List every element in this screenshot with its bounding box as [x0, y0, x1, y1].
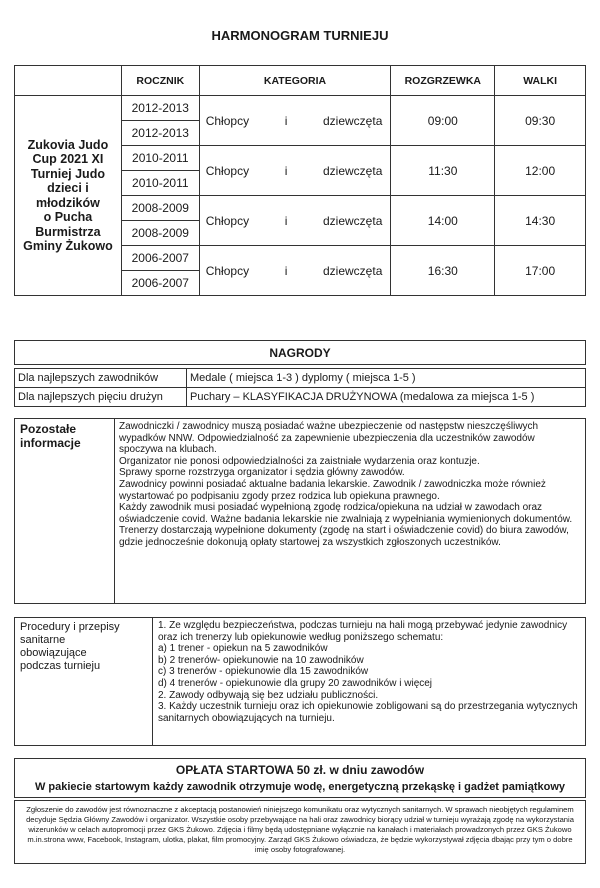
schedule-header-row: [15, 66, 586, 96]
page-title: HARMONOGRAM TURNIEJU: [211, 28, 389, 43]
prize-value: Puchary – KLASYFIKACJA DRUŻYNOWA (medalowa za miejsca 1-5 ): [187, 388, 586, 407]
warmup-cell: 09:00: [391, 96, 495, 146]
info-text: [119, 421, 581, 549]
prizes-heading: NAGRODY: [14, 340, 586, 365]
fights-cell: 09:30: [495, 96, 586, 146]
prizes-table: [14, 368, 586, 407]
event-name: Zukovia Judo Cup 2021 XI Turniej Judo dzieci i młodzików o Pucha Burmistrza Gminy Żukowo: [15, 96, 122, 296]
prize-label: Dla najlepszych zawodników: [15, 369, 187, 388]
procedure-line: b) 2 trenerów- opiekunowie na 10 zawodników: [158, 654, 364, 666]
header-warmup: ROZGRZEWKA: [391, 66, 495, 96]
procedures-section: [14, 617, 586, 746]
year-cell: 2012-2013: [121, 96, 199, 121]
year-cell: 2010-2011: [121, 171, 199, 196]
divider: [152, 618, 153, 745]
schedule-table: [14, 65, 586, 296]
header-category: KATEGORIA: [199, 66, 391, 96]
info-paragraph: Sprawy sporne rozstrzyga organizator i sędzia główny zawodów.: [119, 467, 405, 479]
table-row: [15, 369, 586, 388]
procedures-text: [158, 620, 578, 724]
fee-title: OPŁATA STARTOWA 50 zł. w dniu zawodów: [175, 763, 425, 777]
divider: [114, 419, 115, 603]
fights-cell: 17:00: [495, 246, 586, 296]
info-paragraph: Każdy zawodnik musi posiadać wypełnioną zgodę rodzica/opiekuna na udział w zawodach oraz oświadczenie covid. Ważne badania lekarskie nie zwalniają z wypełniania wymienionych dokumentów.: [119, 502, 573, 525]
procedure-line: 2. Zawody odbywają się bez udziału publiczności.: [158, 689, 379, 701]
year-cell: 2010-2011: [121, 146, 199, 171]
info-label: Pozostałe informacje: [20, 422, 81, 450]
year-cell: 2008-2009: [121, 196, 199, 221]
procedure-line: 3. Każdy uczestnik turnieju oraz ich opiekunowie zobligowani są do przestrzegania wytycznych sanitarnych obowiązujących na turnieju.: [158, 701, 578, 724]
table-row: [15, 388, 586, 407]
category-cell: Chłopcy i dziewczęta: [199, 196, 391, 246]
warmup-cell: 14:00: [391, 196, 495, 246]
header-year: ROCZNIK: [121, 66, 199, 96]
procedure-line: 1. Ze względu bezpieczeństwa, podczas turnieju na hali mogą przebywać jedynie zawodnicy oraz ich trenerzy lub opiekunowie według poniższego schematu:: [158, 620, 568, 643]
info-paragraph: Zawodnicy powinni posiadać aktualne badania lekarskie. Zawodnik / zawodniczka może również wystartować po podpisaniu zgody przez rodzica lub opiekuna prawnego.: [119, 478, 546, 502]
year-cell: 2006-2007: [121, 246, 199, 271]
procedure-line: d) 4 trenerów - opiekunowie dla grupy 20 zawodników i więcej: [158, 677, 433, 689]
category-cell: Chłopcy i dziewczęta: [199, 246, 391, 296]
fights-cell: 14:30: [495, 196, 586, 246]
fee-subtitle: W pakiecie startowym każdy zawodnik otrzymuje wodę, energetyczną przekąskę i gadżet pamiątkowy: [34, 781, 565, 793]
info-paragraph: Organizator nie ponosi odpowiedzialności za zaistniałe wydarzenia oraz kontuzje.: [119, 455, 480, 467]
warmup-cell: 11:30: [391, 146, 495, 196]
table-row: [15, 96, 586, 121]
warmup-cell: 16:30: [391, 246, 495, 296]
header-event: [15, 66, 122, 96]
fights-cell: 12:00: [495, 146, 586, 196]
procedure-line: c) 3 trenerów - opiekunowie dla 15 zawodników: [158, 666, 369, 678]
footer-disclaimer: Zgłoszenie do zawodów jest równoznaczne z akceptacją postanowień niniejszego komunikatu oraz wytycznych sanitarnych. W sprawach nieobjętych regulaminem decyduje Sędzia Główny Zawodów i organizator. Wszystkie osoby przebywające na hali oraz zawodnicy biorący udział w turnieju wyrażają zgodę na wykorzystania wizerunków w celach autopromocji przez GKS Żukowo. Zdjęcia i filmy będą udostępniane wyłącznie na kanałach i materiałach prowadzonych przez GKS Żukowo m.in.strona www, Facebook, Instagram, ulotka, plakat, film promocyjny. Zarząd GKS Żukowo oświadcza, że będzie wykorzystywał zdjęcia dbając przy tym o dobre imię osoby fotografowanej.: [14, 800, 586, 864]
header-fights: WALKI: [495, 66, 586, 96]
year-cell: 2008-2009: [121, 221, 199, 246]
year-cell: 2012-2013: [121, 121, 199, 146]
procedure-line: a) 1 trener - opiekun na 5 zawodników: [158, 643, 328, 655]
procedures-label: Procedury i przepisy sanitarne obowiązujące podczas turnieju: [20, 621, 120, 672]
prize-value: Medale ( miejsca 1-3 ) dyplomy ( miejsca 1-5 ): [187, 369, 586, 388]
category-cell: Chłopcy i dziewczęta: [199, 146, 391, 196]
info-paragraph: Zawodniczki / zawodnicy muszą posiadać ważne ubezpieczenie od następstw nieszczęśliwych wypadków NNW. Odpowiedzialność za zapewnienie ubezpieczenia dla uczestników zawodów spoczywa na klubach.: [119, 421, 539, 456]
prize-label: Dla najlepszych pięciu drużyn: [15, 388, 187, 407]
fee-section: [14, 758, 586, 798]
category-cell: Chłopcy i dziewczęta: [199, 96, 391, 146]
year-cell: 2006-2007: [121, 271, 199, 296]
info-section: [14, 418, 586, 604]
info-paragraph: Trenerzy dostarczają wypełnione dokumenty (zgodę na start i oświadczenie covid) do biura zawodów, gdzie jednocześnie dokonują opłaty startowej za wszystkich zgłoszonych uczestników.: [119, 525, 569, 548]
